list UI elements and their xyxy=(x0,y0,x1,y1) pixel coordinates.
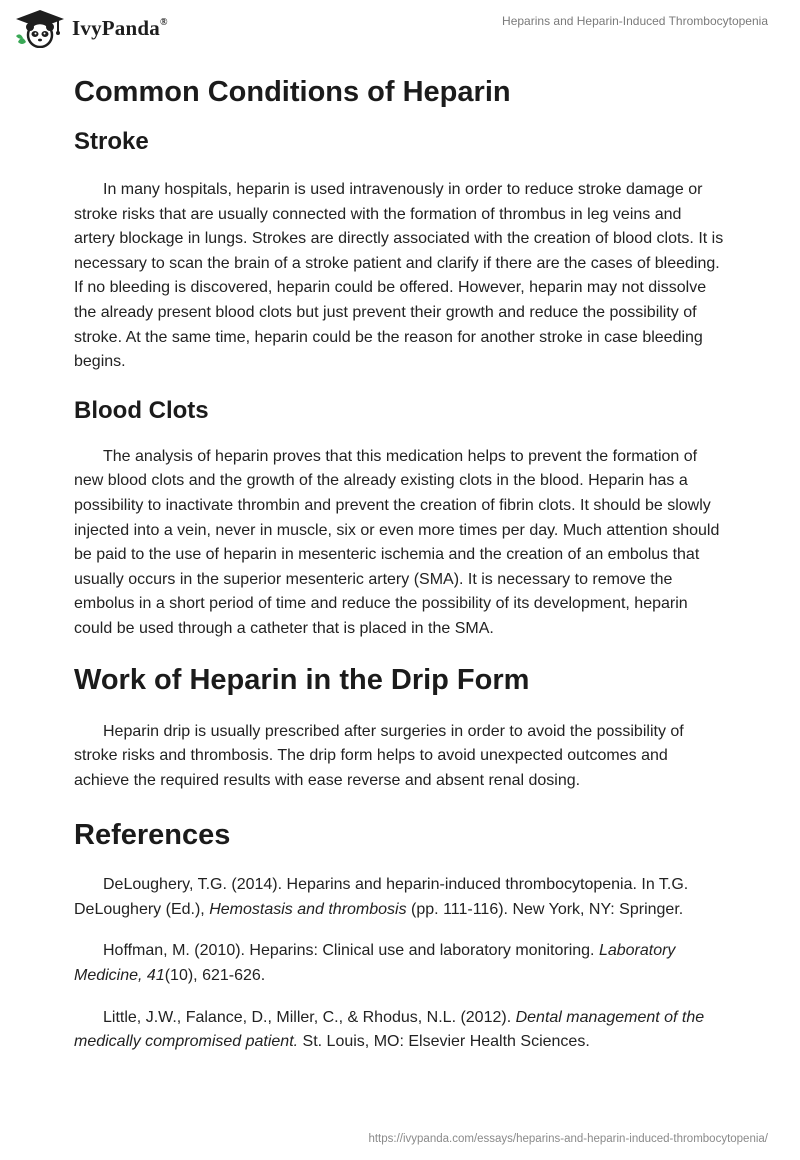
source-url-link[interactable]: https://ivypanda.com/essays/heparins-and-heparin-induced-thrombocytopenia/ xyxy=(368,1133,768,1145)
panda-logo-icon xyxy=(14,8,66,48)
heading-blood-clots: Blood Clots xyxy=(74,396,209,424)
reference-item: Hoffman, M. (2010). Heparins: Clinical use and laboratory monitoring. Laboratory Medicine, 41(10), 621-626. xyxy=(74,942,676,985)
section-title-references: References xyxy=(74,819,231,852)
paragraph-stroke: In many hospitals, heparin is used intravenously in order to reduce stroke damage or stroke risks that are usually connected with the formation of thrombus in leg veins and artery blockage in lungs. Strokes are directly associated with the creation of blood clots. It is necessary to scan the brain of a stroke patient and clarify if there are the cases of bleeding. If no bleeding is discovered, heparin could be offered. However, heparin may not dissolve the already present blood clots but just prevent their growth and reduce the possibility of stroke. At the same time, heparin could be the reason for another stroke in case bleeding begins. xyxy=(74,181,724,371)
brand-logo[interactable] xyxy=(14,8,168,48)
page-header xyxy=(0,0,800,60)
reference-list xyxy=(74,873,726,1055)
brand-name: IvyPanda® xyxy=(72,15,168,40)
heading-stroke: Stroke xyxy=(74,128,149,155)
section-title-drip-form: Work of Heparin in the Drip Form xyxy=(74,663,530,696)
reference-item: Little, J.W., Falance, D., Miller, C., & Rhodus, N.L. (2012). Dental management of the medically compromised patient. St. Louis, MO: Elsevier Health Sciences. xyxy=(74,1008,705,1051)
essay-content xyxy=(74,72,726,1055)
section-title-common-conditions: Common Conditions of Heparin xyxy=(74,76,511,108)
paragraph-drip-form: Heparin drip is usually prescribed after surgeries in order to avoid the possibility of stroke risks and thrombosis. The drip form helps to avoid unexpected outcomes and achieve the required results with ease reverse and absent renal dosing. xyxy=(74,722,684,789)
paragraph-blood-clots: The analysis of heparin proves that this medication helps to prevent the formation of new blood clots and the growth of the already existing clots in the blood. Heparin has a possibility to inactivate thrombin and prevent the creation of fibrin clots. It should be slowly injected into a vein, never in muscle, six or even more times per day. Much attention should be paid to the use of heparin in mesenteric ischemia and the creation of an embolus that usually occurs in the superior mesenteric artery (SMA). It is necessary to remove the embolus in a short period of time and reduce the possibility of its development, heparin could be used through a catheter that is placed in the SMA. xyxy=(74,447,720,637)
reference-item: DeLoughery, T.G. (2014). Heparins and heparin-induced thrombocytopenia. In T.G. DeLoughery (Ed.), Hemostasis and thrombosis (pp. 111-116). New York, NY: Springer. xyxy=(74,876,689,918)
document-title: Heparins and Heparin-Induced Thrombocytopenia xyxy=(502,14,768,28)
